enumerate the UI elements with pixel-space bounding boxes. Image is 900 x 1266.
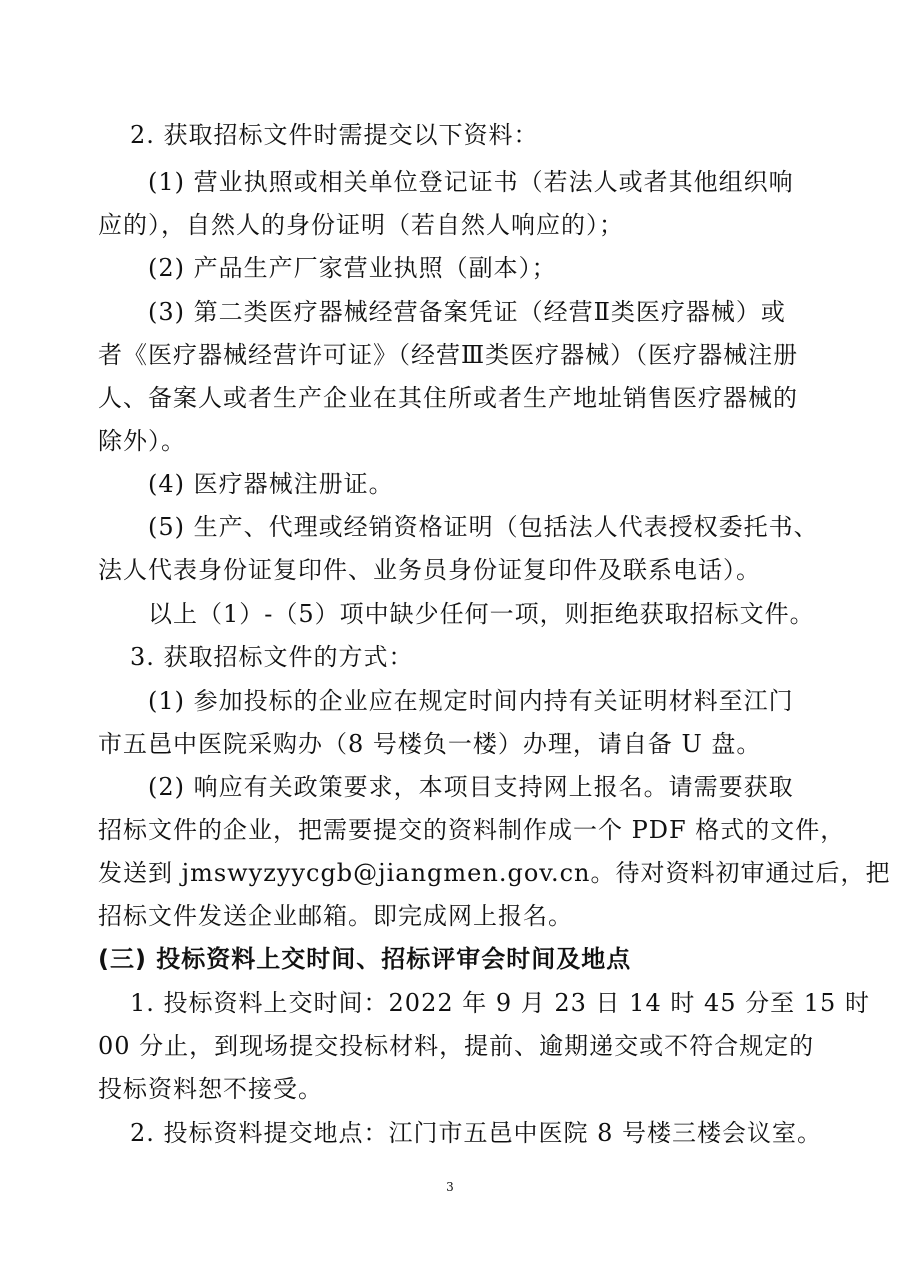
sub-item-2: (2) 产品生产厂家营业执照（副本）； — [148, 254, 557, 282]
sub-item-4: (4) 医疗器械注册证。 — [148, 470, 394, 498]
method-2-line-3: 发送到 jmswyzyycgb@jiangmen.gov.cn。待对资料初审通过后，把 — [98, 859, 891, 887]
sub-item-3-line-4: 除外）。 — [98, 427, 186, 455]
sub-item-3-line-3: 人、备案人或者生产企业在其住所或者生产地址销售医疗器械的 — [98, 384, 798, 412]
page-number: 3 — [446, 1180, 454, 1194]
method-1-line-1: (1) 参加投标的企业应在规定时间内持有关证明材料至江门 — [148, 687, 794, 715]
item-2-heading: 2. 获取招标文件时需提交以下资料： — [130, 121, 539, 149]
sub-item-1-line-1: (1) 营业执照或相关单位登记证书（若法人或者其他组织响 — [148, 168, 794, 196]
method-2-line-2: 招标文件的企业，把需要提交的资料制作成一个 PDF 格式的文件， — [98, 816, 846, 844]
sub-item-5-line-1: (5) 生产、代理或经销资格证明（包括法人代表授权委托书、 — [148, 513, 819, 541]
submission-time-line-1: 1. 投标资料上交时间：2022 年 9 月 23 日 14 时 45 分至 15 时 — [130, 989, 870, 1017]
method-2-line-4: 招标文件发送企业邮箱。即完成网上报名。 — [98, 902, 573, 930]
item-3-heading: 3. 获取招标文件的方式： — [130, 643, 414, 671]
submission-time-line-2: 00 分止，到现场提交投标材料，提前、逾期递交或不符合规定的 — [98, 1032, 815, 1060]
sub-item-1-line-2: 应的），自然人的身份证明（若自然人响应的）； — [98, 211, 624, 239]
submission-time-line-3: 投标资料恕不接受。 — [98, 1075, 323, 1103]
submission-location: 2. 投标资料提交地点：江门市五邑中医院 8 号楼三楼会议室。 — [130, 1119, 823, 1147]
requirement-note: 以上（1）-（5）项中缺少任何一项，则拒绝获取招标文件。 — [148, 600, 815, 628]
sub-item-3-line-1: (3) 第二类医疗器械经营备案凭证（经营Ⅱ类医疗器械）或 — [148, 298, 786, 326]
sub-item-3-line-2: 者《医疗器械经营许可证》（经营Ⅲ类医疗器械）（医疗器械注册 — [98, 341, 799, 369]
method-1-line-2: 市五邑中医院采购办（8 号楼负一楼）办理，请自备 U 盘。 — [98, 730, 762, 758]
sub-item-5-line-2: 法人代表身份证复印件、业务员身份证复印件及联系电话）。 — [98, 556, 761, 584]
method-2-line-1: (2) 响应有关政策要求，本项目支持网上报名。请需要获取 — [148, 773, 794, 801]
section-3-heading: (三) 投标资料上交时间、招标评审会时间及地点 — [98, 945, 632, 973]
